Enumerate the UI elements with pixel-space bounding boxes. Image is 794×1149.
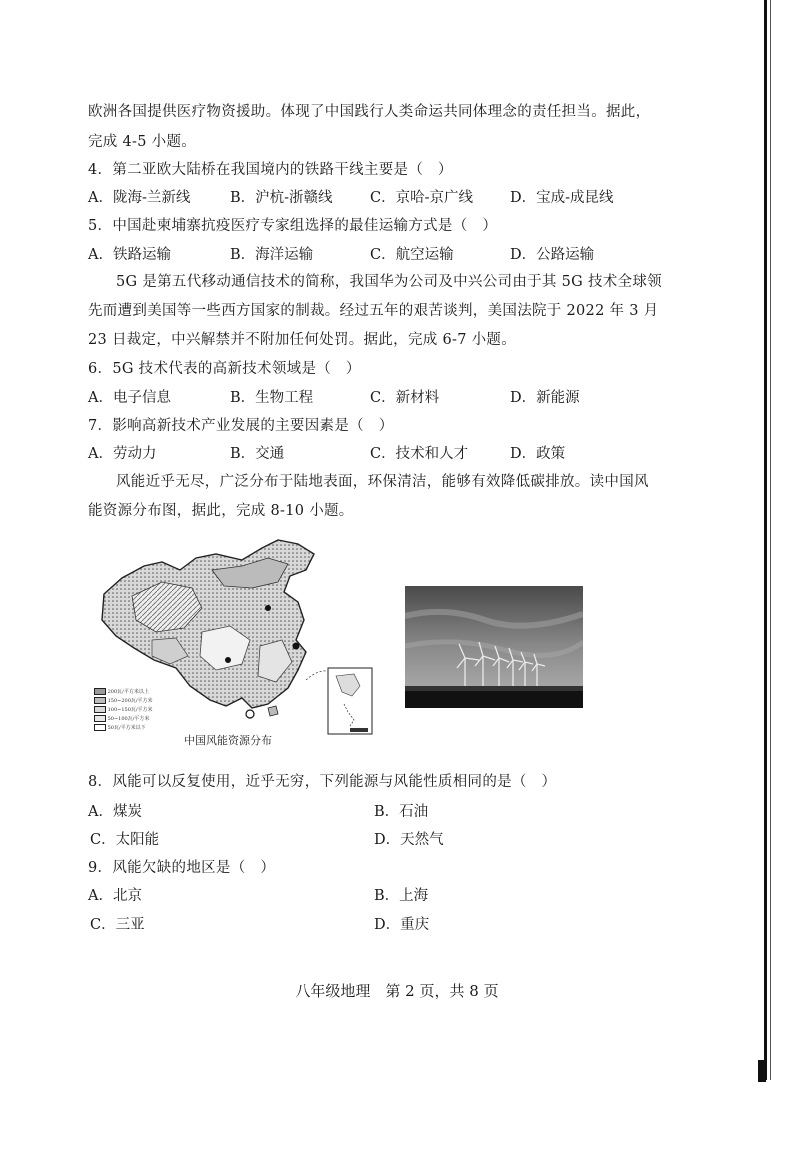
q9-option-a[interactable]: A．北京: [88, 888, 142, 904]
map-caption: 中国风能资源分布: [184, 734, 272, 747]
q8-option-c[interactable]: C．太阳能: [90, 832, 160, 848]
q6-option-c[interactable]: C．新材料: [370, 390, 440, 406]
passage1-line2: 完成 4-5 小题。: [88, 134, 197, 150]
passage3-line1: 风能近乎无尽，广泛分布于陆地表面，环保清洁，能够有效降低碳排放。读中国风: [116, 474, 649, 490]
q5-option-a[interactable]: A．铁路运输: [88, 247, 171, 263]
question-5-stem: 5．中国赴柬埔寨抗疫医疗专家组选择的最佳运输方式是（ ）: [88, 218, 498, 234]
q4-option-a[interactable]: A．陇海-兰新线: [88, 190, 191, 206]
q4-option-b[interactable]: B．沪杭-浙赣线: [230, 190, 333, 206]
question-6-stem: 6．5G 技术代表的高新技术领域是（ ）: [88, 361, 361, 377]
q9-option-d[interactable]: D．重庆: [374, 917, 430, 933]
scan-edge-right-thin: [770, 0, 771, 1080]
wind-resource-map: [92, 536, 382, 746]
q5-option-c[interactable]: C．航空运输: [370, 247, 454, 263]
q7-option-b[interactable]: B．交通: [230, 446, 285, 462]
legend-label-5: 50瓦/平方米以下: [107, 725, 146, 731]
wind-turbine-photo: [405, 586, 583, 708]
q9-option-c[interactable]: C．三亚: [90, 917, 145, 933]
scan-edge-right: [764, 0, 767, 1080]
q5-option-b[interactable]: B．海洋运输: [230, 247, 314, 263]
passage1-line1: 欧洲各国提供医疗物资援助。体现了中国践行人类命运共同体理念的责任担当。据此，: [88, 104, 651, 120]
legend-label-1: 200瓦/平方米以上: [107, 689, 149, 695]
q8-option-d[interactable]: D．天然气: [374, 832, 444, 848]
passage2-line3: 23 日裁定，中兴解禁并不附加任何处罚。据此，完成 6-7 小题。: [88, 332, 517, 348]
scan-mark-bottom: [758, 1060, 766, 1082]
q4-option-d[interactable]: D．宝成-成昆线: [510, 190, 614, 206]
q5-option-d[interactable]: D．公路运输: [510, 247, 595, 263]
legend-label-4: 50~100瓦/平方米: [107, 716, 150, 722]
passage2-line1: 5G 是第五代移动通信技术的简称，我国华为公司及中兴公司由于其 5G 技术全球领: [116, 274, 662, 290]
q7-option-d[interactable]: D．政策: [510, 446, 566, 462]
question-7-stem: 7．影响高新技术产业发展的主要因素是（ ）: [88, 418, 394, 434]
legend-label-3: 100~150瓦/平方米: [107, 707, 153, 713]
q9-option-b[interactable]: B．上海: [374, 888, 429, 904]
question-4-stem: 4．第二亚欧大陆桥在我国境内的铁路干线主要是（ ）: [88, 162, 453, 178]
q4-option-c[interactable]: C．京哈-京广线: [370, 190, 473, 206]
q6-option-d[interactable]: D．新能源: [510, 390, 580, 406]
q6-option-a[interactable]: A．电子信息: [88, 390, 171, 406]
question-9-stem: 9．风能欠缺的地区是（ ）: [88, 860, 276, 876]
q7-option-c[interactable]: C．技术和人才: [370, 446, 469, 462]
q7-option-a[interactable]: A．劳动力: [88, 446, 157, 462]
q8-option-a[interactable]: A．煤炭: [88, 804, 142, 820]
legend-label-2: 150~200瓦/平方米: [107, 698, 153, 704]
map-legend: [94, 686, 204, 734]
passage3-line2: 能资源分布图，据此，完成 8-10 小题。: [88, 503, 354, 519]
question-8-stem: 8．风能可以反复使用，近乎无穷，下列能源与风能性质相同的是（ ）: [88, 774, 557, 790]
q8-option-b[interactable]: B．石油: [374, 804, 429, 820]
q6-option-b[interactable]: B．生物工程: [230, 390, 314, 406]
passage2-line2: 先而遭到美国等一些西方国家的制裁。经过五年的艰苦谈判，美国法院于 2022 年 3 月: [88, 303, 659, 319]
page-footer: 八年级地理 第 2 页，共 8 页: [295, 982, 499, 1000]
wind-turbine-photo-drawing: [405, 586, 583, 708]
